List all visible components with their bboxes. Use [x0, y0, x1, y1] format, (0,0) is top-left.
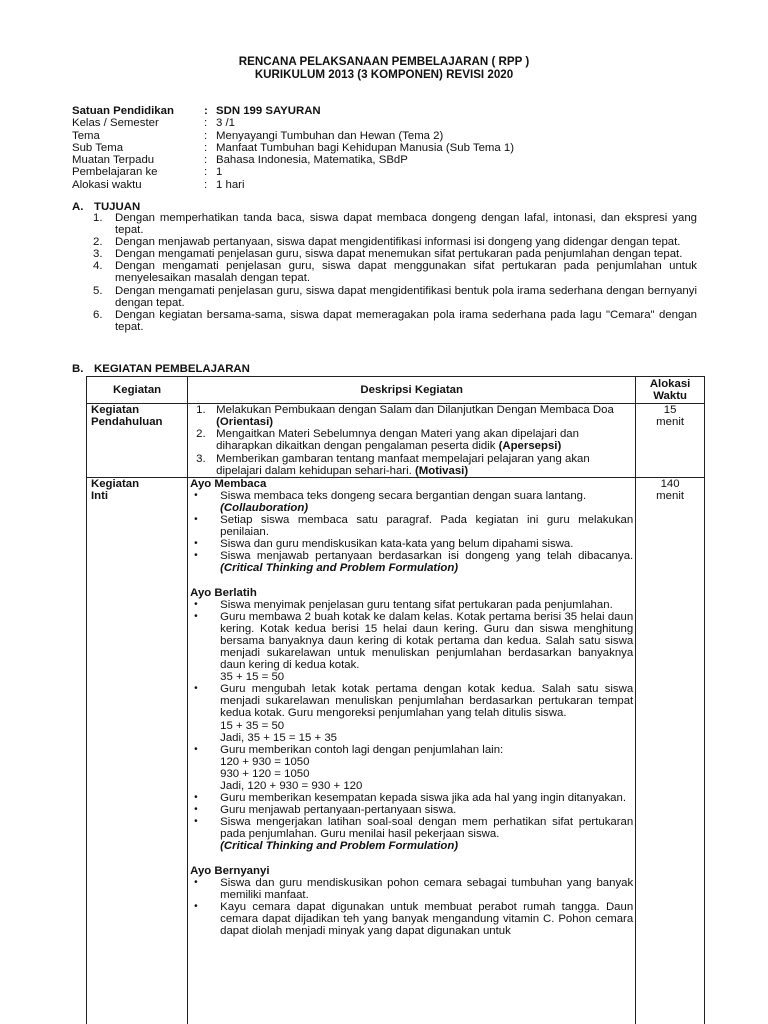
identity-row-alokasi-waktu [72, 179, 712, 191]
equation-line: Jadi, 120 + 930 = 930 + 120 [220, 780, 363, 792]
identity-value: Bahasa Indonesia, Matematika, SBdP [216, 154, 408, 167]
spacer [190, 575, 633, 587]
bullet-icon: • [194, 514, 198, 526]
item-number: 6. [93, 308, 103, 321]
item-tag: (Critical Thinking and Problem Formulation) [220, 562, 459, 575]
item-text: Melakukan Pembukaan dengan Salam dan Dilanjutkan Dengan Membaca Doa [216, 404, 614, 417]
item-number: 2. [196, 428, 206, 441]
identity-label: Alokasi waktu [72, 178, 142, 191]
item-content [220, 744, 633, 792]
ayo-berlatih-list [190, 599, 633, 853]
identity-row-tema [72, 130, 712, 142]
identity-row-satuan-pendidikan [72, 105, 712, 117]
item-content [220, 611, 633, 684]
item-text: Siswa membaca teks dongeng secara bergantian dengan suara lantang. [220, 489, 587, 502]
section-title: TUJUAN [94, 201, 141, 213]
identity-label: Satuan Pendidikan [72, 105, 174, 117]
bullet-icon: • [194, 804, 198, 816]
bullet-item [190, 816, 633, 852]
item-content [220, 816, 633, 852]
item-tag: (Motivasi) [414, 464, 469, 477]
table-row-inti [87, 477, 705, 1024]
bullet-icon: • [194, 876, 198, 888]
identity-value: 1 [216, 166, 223, 179]
identity-label: Kelas / Semester [72, 117, 159, 130]
header-kegiatan: Kegiatan [87, 377, 188, 404]
item-content [216, 428, 633, 452]
section-letter: B. [72, 363, 84, 375]
item-text: Guru memberikan contoh lagi dengan penjumlahan lain: [220, 743, 504, 756]
item-text: Guru memberikan kesempatan kepada siswa jika ada hal yang ingin ditanyakan. [220, 792, 627, 805]
identity-label: Tema [72, 129, 100, 142]
ayo-membaca-list [190, 490, 633, 575]
item-number: 5. [93, 284, 103, 297]
kegiatan-label-line2: Inti [91, 489, 109, 502]
document-title-line2: KURIKULUM 2013 (3 KOMPONEN) REVISI 2020 [254, 68, 514, 81]
bullet-item [190, 683, 633, 743]
alokasi-unit: menit [656, 489, 685, 502]
item-tag: (Apersepsi) [498, 440, 562, 453]
bullet-icon: • [194, 489, 198, 501]
header-alokasi [636, 377, 705, 404]
item-text: Siswa menjawab pertanyaan berdasarkan isi dongeng yang telah dibacanya. [220, 550, 634, 563]
identity-colon: : [204, 105, 208, 117]
bullet-item [190, 611, 633, 684]
identity-value: SDN 199 SAYURAN [216, 105, 321, 117]
kegiatan-label-line1: Kegiatan [91, 477, 140, 490]
pendahuluan-list [190, 404, 633, 477]
tujuan-item [93, 212, 697, 236]
header-alokasi-line1: Alokasi [649, 378, 691, 390]
identity-value: 1 hari [216, 178, 245, 191]
bullet-item [190, 599, 633, 611]
list-item [190, 428, 633, 452]
tujuan-item [93, 248, 697, 260]
item-content [220, 683, 633, 743]
deskripsi-cell [188, 404, 636, 478]
identity-block [72, 105, 712, 191]
tujuan-list [93, 212, 697, 333]
table-row-pendahuluan [87, 404, 705, 478]
deskripsi-cell [188, 477, 636, 1024]
item-text: Guru menjawab pertanyaan-pertanyaan siswa. [220, 804, 457, 817]
tujuan-item [93, 236, 697, 248]
item-number: 3. [93, 248, 103, 261]
bullet-icon: • [194, 900, 198, 912]
identity-colon: : [204, 141, 208, 154]
section-title: KEGIATAN PEMBELAJARAN [94, 363, 250, 375]
bullet-icon: • [194, 610, 198, 622]
alokasi-cell [636, 477, 705, 1024]
bullet-icon: • [194, 816, 198, 828]
tujuan-item [93, 285, 697, 309]
item-text: Siswa dan guru mendiskusikan kata-kata yang belum dipahami siswa. [220, 538, 574, 551]
identity-label: Pembelajaran ke [72, 166, 158, 179]
ayo-bernyanyi-list [190, 877, 633, 937]
kegiatan-cell [87, 477, 188, 1024]
item-tag: (Orientasi) [216, 416, 274, 429]
item-text: Guru mengubah letak kotak pertama dengan kotak kedua. Salah satu siswa menjadi sukarelawan menuliskan penjumlahan berdasarkan pertukaran tempat kedua kotak. Guru mengoreksi penjumlahan yang telah ditulis siswa. [220, 683, 634, 720]
item-tag: (Critical Thinking and Problem Formulation) [220, 840, 459, 853]
spacer [190, 853, 633, 865]
table-header-row [87, 377, 705, 404]
bullet-icon: • [194, 550, 198, 562]
identity-row-kelas-semester [72, 117, 712, 129]
bullet-icon: • [194, 792, 198, 804]
equation-line: 930 + 120 = 1050 [220, 767, 310, 780]
item-text: Dengan mengamati penjelasan guru, siswa dapat menggunakan sifat pertukaran pada penjumlahan untuk menyelesaikan masalah dengan tepat. [115, 260, 697, 285]
identity-colon: : [204, 117, 208, 130]
item-text: Siswa menyimak penjelasan guru tentang sifat pertukaran pada penjumlahan. [220, 598, 613, 611]
item-content [220, 490, 633, 514]
item-number: 1. [93, 212, 103, 224]
bullet-item [190, 901, 633, 937]
bullet-icon: • [194, 743, 198, 755]
equation-line: 15 + 35 = 50 [220, 719, 285, 732]
subheading-ayo-membaca: Ayo Membaca [190, 477, 267, 490]
item-number: 2. [93, 236, 103, 249]
header-alokasi-line2: Waktu [653, 390, 687, 403]
item-number: 4. [93, 260, 103, 273]
bullet-icon: • [194, 538, 198, 550]
document-title-line1: RENCANA PELAKSANAAN PEMBELAJARAN ( RPP ) [238, 55, 530, 68]
bullet-item [190, 514, 633, 538]
item-text: Memberikan gambaran tentang manfaat mempelajari pelajaran yang akan dipelajari dalam kehidupan sehari-hari. [216, 452, 590, 477]
item-text: Siswa mengerjakan latihan soal-soal dengan mem perhatikan sifat pertukaran pada penjumlahan. Guru menilai hasil pekerjaan siswa. [220, 816, 634, 841]
item-text: Dengan kegiatan bersama-sama, siswa dapat memeragakan pola irama sederhana pada lagu "Cemara" dengan tepat. [115, 308, 697, 333]
identity-value: Manfaat Tumbuhan bagi Kehidupan Manusia (Sub Tema 1) [216, 141, 515, 154]
identity-colon: : [204, 166, 208, 179]
item-text: Dengan memperhatikan tanda baca, siswa dapat membaca dongeng dengan lafal, intonasi, dan ekspresi yang tepat. [115, 212, 697, 237]
bullet-icon: • [194, 683, 198, 695]
subheading-ayo-bernyanyi: Ayo Bernyanyi [190, 864, 270, 877]
item-text: Siswa dan guru mendiskusikan pohon cemara sebagai tumbuhan yang banyak memiliki manfaat. [220, 876, 634, 901]
item-text: Kayu cemara dapat digunakan untuk membuat perabot rumah tangga. Daun cemara dapat dijadikan teh yang banyak mengandung vitamin C. Pohon cemara dapat diolah menjadi minyak yang dapat digunakan untuk [220, 900, 634, 938]
item-content [216, 404, 633, 428]
equation-line: 35 + 15 = 50 [220, 671, 285, 684]
tujuan-item [93, 309, 697, 333]
bullet-item [190, 792, 633, 804]
kegiatan-table [86, 376, 705, 1024]
tujuan-item [93, 260, 697, 284]
identity-value: 3 /1 [216, 117, 235, 130]
item-text: Dengan mengamati penjelasan guru, siswa dapat mengidentifikasi bentuk pola irama sederhana dengan bernyanyi dengan tepat. [115, 284, 697, 309]
bullet-item [190, 550, 633, 574]
bullet-item [190, 538, 633, 550]
equation-line: Jadi, 35 + 15 = 15 + 35 [220, 731, 337, 744]
identity-colon: : [204, 154, 208, 167]
identity-value: Menyayangi Tumbuhan dan Hewan (Tema 2) [216, 129, 444, 142]
item-text: Setiap siswa membaca satu paragraf. Pada kegiatan ini guru melakukan penilaian. [220, 514, 634, 539]
item-content [220, 550, 633, 574]
kegiatan-label-line2: Pendahuluan [91, 416, 163, 429]
bullet-item [190, 877, 633, 901]
section-letter: A. [72, 201, 84, 213]
bullet-item [190, 804, 633, 816]
identity-label: Sub Tema [72, 141, 124, 154]
item-text: Dengan menjawab pertanyaan, siswa dapat mengidentifikasi informasi isi dongeng yang didengar dengan tepat. [115, 236, 681, 249]
item-text: Dengan mengamati penjelasan guru, siswa dapat menemukan sifat pertukaran pada penjumlahan dengan tepat. [115, 248, 683, 261]
alokasi-value: 15 [663, 404, 677, 417]
subheading-ayo-berlatih: Ayo Berlatih [190, 586, 257, 599]
identity-row-pembelajaran-ke [72, 166, 712, 178]
bullet-item [190, 744, 633, 792]
kegiatan-cell [87, 404, 188, 478]
kegiatan-label-line1: Kegiatan [91, 404, 140, 417]
item-number: 3. [196, 452, 206, 465]
identity-row-sub-tema [72, 142, 712, 154]
alokasi-unit: menit [656, 416, 685, 429]
section-b-heading [72, 363, 250, 375]
bullet-item [190, 490, 633, 514]
equation-line: 120 + 930 = 1050 [220, 755, 310, 768]
header-deskripsi: Deskripsi Kegiatan [188, 377, 636, 404]
item-content [216, 453, 633, 477]
identity-colon: : [204, 178, 208, 191]
alokasi-cell [636, 404, 705, 478]
list-item [190, 453, 633, 477]
item-text: Mengaitkan Materi Sebelumnya dengan Materi yang akan dipelajari dan diharapkan dikaitkan dengan pengalaman peserta didik [216, 428, 579, 453]
identity-label: Muatan Terpadu [72, 154, 155, 167]
item-text: Guru membawa 2 buah kotak ke dalam kelas. Kotak pertama berisi 35 helai daun kering. Kotak kedua berisi 15 helai daun kering. Guru dan siswa menghitung bersama banyaknya daun kering di kotak pertama dan kedua. Salah satu siswa menjadi sukarelawan untuk menuliskan penjumlahan berdasarkan banyaknya daun kering di kedua kotak. [220, 610, 634, 672]
list-item [190, 404, 633, 428]
identity-row-muatan-terpadu [72, 154, 712, 166]
identity-colon: : [204, 129, 208, 142]
item-number: 1. [196, 404, 206, 417]
item-tag: (Collauboration) [220, 501, 309, 514]
alokasi-value: 140 [660, 477, 680, 490]
bullet-icon: • [194, 598, 198, 610]
